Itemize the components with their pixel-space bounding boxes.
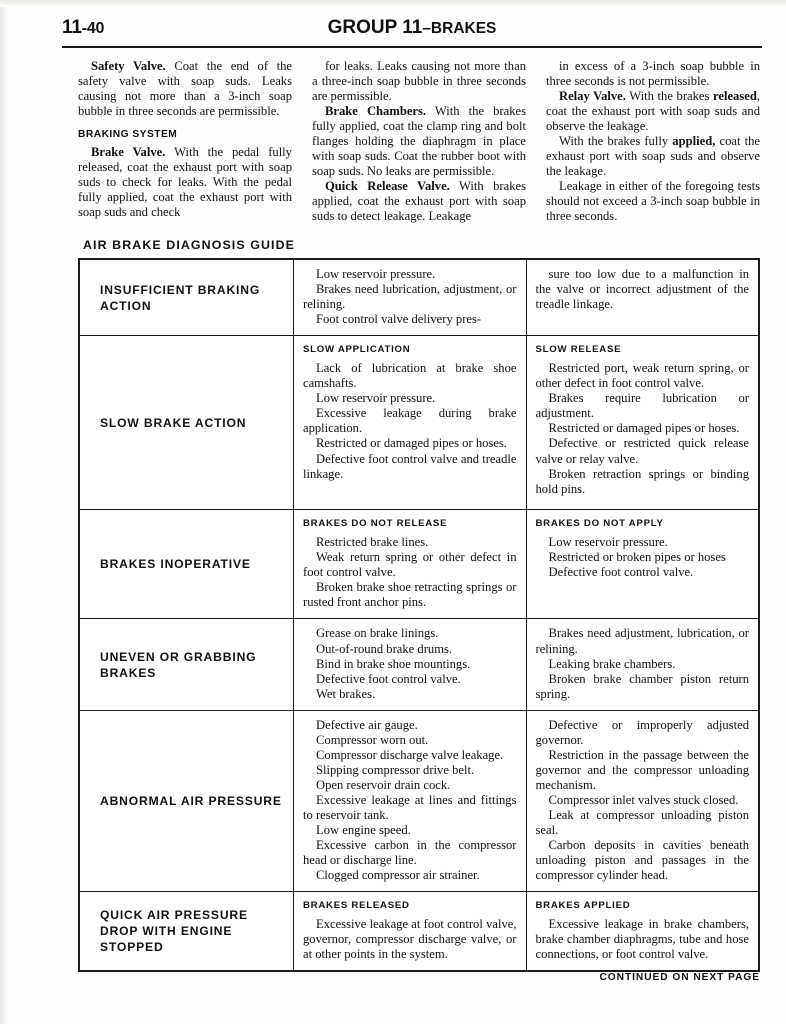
run-in-heading: Brake Valve.: [91, 145, 166, 160]
cause-item: Bind in brake shoe mountings.: [316, 656, 471, 671]
cause-group-heading: SLOW RELEASE: [535, 344, 622, 356]
cause-cell-primary: [294, 336, 527, 509]
cause-item: Defective foot control valve.: [316, 671, 461, 686]
cause-item: Restricted or damaged pipes or hoses.: [548, 421, 740, 436]
cause-item: Defective foot control valve.: [548, 565, 694, 580]
text-column-1: [78, 59, 292, 225]
cause-item: Grease on brake linings.: [316, 626, 439, 641]
folio-major: 11: [62, 17, 82, 38]
header-rule: [62, 46, 762, 48]
cause-item: Defective foot control valve and treadle linkage.: [303, 451, 517, 481]
cause-item: Brakes need lubrication, adjustment, or relining.: [303, 282, 517, 312]
cause-item: Excessive leakage during brake application.: [303, 406, 517, 436]
cause-item: Lack of lubrication at brake shoe camshafts.: [303, 361, 517, 391]
cause-item: Weak return spring or other defect in foot control valve.: [303, 550, 517, 580]
symptom-cell: [80, 619, 294, 709]
body-paragraph: Brake Chambers. With the brakes fully applied, coat the clamp ring and bolt flanges holding the diaphragm in place with soap suds. Coat the rubber boot with soap suds. No leaks are permissible.: [312, 104, 526, 179]
symptom-cell: [80, 711, 294, 892]
symptom-cell: [80, 336, 294, 509]
cause-item: Broken brake chamber piston return spring.: [535, 671, 749, 701]
cause-cell-primary: [294, 510, 527, 618]
run-in-heading: Relay Valve.: [559, 89, 626, 104]
cause-item: Foot control valve delivery pres-: [316, 312, 482, 327]
symptom-cell: [80, 510, 294, 618]
cause-cell-secondary: [527, 510, 759, 618]
body-paragraph: Relay Valve. With the brakes released, coat the exhaust port with soap suds and observe the leakage.: [546, 89, 761, 134]
cause-item: Restricted or damaged pipes or hoses.: [316, 436, 507, 451]
folio-minor: -40: [81, 20, 105, 37]
cause-cell-secondary: [527, 892, 759, 970]
cause-list: [303, 265, 517, 327]
body-paragraph: Leakage in either of the foregoing tests should not exceed a 3-inch soap bubble in three seconds.: [546, 179, 760, 224]
run-in-heading: Safety Valve.: [91, 59, 166, 73]
cause-item: Restriction in the passage between the governor and the compressor unloading mechanism.: [535, 747, 749, 792]
page-title-sub: –BRAKES: [422, 20, 497, 37]
run-in-heading: Brake Chambers.: [325, 104, 427, 119]
cause-item: Carbon deposits in cavities beneath unloading piston and passages in the compressor cylinder head.: [535, 838, 749, 883]
cause-item: Low reservoir pressure.: [316, 391, 436, 406]
cause-item: Excessive leakage at lines and fittings to reservoir tank.: [303, 792, 517, 822]
cause-item: Restricted brake lines.: [316, 535, 429, 550]
cause-item: Low reservoir pressure.: [316, 267, 436, 281]
cause-cell-primary: [294, 260, 527, 335]
cause-item: Compressor worn out.: [316, 732, 429, 747]
cause-item: Brakes need adjustment, lubrication, or relining.: [535, 626, 749, 656]
cause-group-heading: BRAKES DO NOT APPLY: [535, 518, 664, 530]
continued-note: CONTINUED ON NEXT PAGE: [599, 972, 760, 983]
body-paragraph: in excess of a 3-inch soap bubble in three seconds is not permissible.: [546, 59, 760, 89]
body-columns: [78, 59, 762, 225]
scan-edge-top: [0, 0, 786, 7]
body-paragraph: Brake Valve. With the pedal fully released, coat the exhaust port with soap suds to check for leaks. With the pedal fully applied, coat the exhaust port with soap suds and check: [78, 145, 292, 220]
cause-item: Brakes require lubrication or adjustment.: [535, 391, 749, 421]
cause-item: Clogged compressor air strainer.: [316, 868, 480, 883]
cause-item: Compressor discharge valve leakage.: [316, 747, 504, 762]
body-paragraph: Safety Valve. Coat the end of the safety valve with soap suds. Leaks causing not more than a 3-inch soap bubble in three seconds are permissible.: [78, 59, 292, 119]
page-title-main: GROUP 11: [327, 17, 423, 38]
cause-item: Low engine speed.: [316, 823, 411, 838]
cause-cell-primary: [294, 892, 527, 970]
cause-list: [536, 716, 750, 884]
cause-item: Compressor inlet valves stuck closed.: [548, 792, 739, 807]
cause-item: Broken retraction springs or binding hold pins.: [535, 466, 749, 496]
cause-item: Defective air gauge.: [316, 717, 418, 732]
body-paragraph: With the brakes fully applied, coat the exhaust port with soap suds and observe the leakage.: [546, 134, 760, 179]
cause-item: Open reservoir drain cock.: [316, 777, 451, 792]
body-paragraph: for leaks. Leaks causing not more than a three-inch soap bubble in three seconds are permissible.: [312, 59, 526, 104]
section-subhead: BRAKING SYSTEM: [78, 129, 178, 141]
cause-item: Excessive leakage in brake chambers, brake chamber diaphragms, tube and hose connections, or foot control valve.: [535, 917, 749, 962]
table-row: [80, 336, 758, 510]
cause-item: Out-of-round brake drums.: [316, 641, 453, 656]
cause-cell-secondary: [527, 711, 759, 892]
cause-cell-primary: [294, 711, 527, 892]
symptom-label: UNEVEN OR GRABBING BRAKES: [100, 649, 257, 680]
cause-group-heading: BRAKES RELEASED: [303, 900, 410, 912]
cause-item: Excessive carbon in the compressor head or discharge line.: [303, 838, 517, 868]
symptom-cell: [80, 892, 294, 970]
cause-list: [536, 533, 750, 580]
cause-item: Broken brake shoe retracting springs or rusted front anchor pins.: [303, 580, 517, 610]
cause-list: [536, 624, 750, 701]
cause-cell-secondary: [527, 336, 759, 509]
text-column-3: [546, 59, 760, 225]
symptom-label: ABNORMAL AIR PRESSURE: [100, 793, 282, 808]
running-head: [62, 17, 762, 47]
cause-cell-secondary: [527, 260, 759, 335]
cause-list: [303, 624, 517, 701]
cause-item: Defective or restricted quick release valve or relay valve.: [535, 436, 749, 466]
cause-item: Leaking brake chambers.: [548, 656, 676, 671]
cause-list: [536, 265, 750, 312]
cause-list: [303, 359, 517, 481]
scan-edge-left: [0, 0, 9, 1024]
table-row: [80, 510, 758, 619]
cause-list: [303, 915, 517, 962]
cause-list: [303, 533, 517, 610]
table-row: [80, 892, 758, 970]
text-column-2: [312, 59, 526, 225]
cause-group-heading: BRAKES DO NOT RELEASE: [303, 518, 448, 530]
symptom-label: INSUFFICIENT BRAKING ACTION: [100, 282, 261, 313]
symptom-label: BRAKES INOPERATIVE: [100, 557, 251, 572]
cause-item: sure too low due to a malfunction in the valve or incorrect adjustment of the treadle linkage.: [535, 267, 749, 312]
cause-item: Wet brakes.: [316, 686, 376, 701]
cause-item: Excessive leakage at foot control valve, governor, compressor discharge valve, or at other points in the system.: [303, 917, 517, 962]
cause-list: [303, 716, 517, 884]
table-row: [80, 619, 758, 710]
page-title: [62, 17, 762, 39]
cause-list: [536, 915, 750, 962]
symptom-label: QUICK AIR PRESSURE DROP WITH ENGINE STOPPED: [100, 908, 248, 955]
cause-group-heading: BRAKES APPLIED: [535, 900, 631, 912]
symptom-cell: [80, 260, 294, 335]
cause-item: Leak at compressor unloading piston seal.: [535, 807, 749, 838]
guide-title: AIR BRAKE DIAGNOSIS GUIDE: [83, 238, 295, 252]
cause-item: Defective or improperly adjusted governor.: [535, 717, 749, 747]
cause-item: Restricted port, weak return spring, or other defect in foot control valve.: [535, 361, 749, 391]
symptom-label: SLOW BRAKE ACTION: [100, 415, 247, 430]
table-row: [80, 711, 758, 893]
table-row: [80, 260, 758, 336]
body-paragraph: Quick Release Valve. With brakes applied, coat the exhaust port with soap suds to detect leakage. Leakage: [312, 179, 526, 224]
cause-cell-secondary: [527, 619, 759, 709]
cause-cell-primary: [294, 619, 527, 709]
cause-item: Slipping compressor drive belt.: [316, 762, 475, 777]
air-brake-diagnosis-table: [78, 258, 760, 972]
cause-item: Restricted or broken pipes or hoses: [548, 550, 726, 565]
cause-list: [536, 359, 750, 496]
run-in-heading: Quick Release Valve.: [325, 179, 450, 194]
cause-item: Low reservoir pressure.: [548, 535, 668, 550]
cause-group-heading: SLOW APPLICATION: [303, 344, 411, 356]
